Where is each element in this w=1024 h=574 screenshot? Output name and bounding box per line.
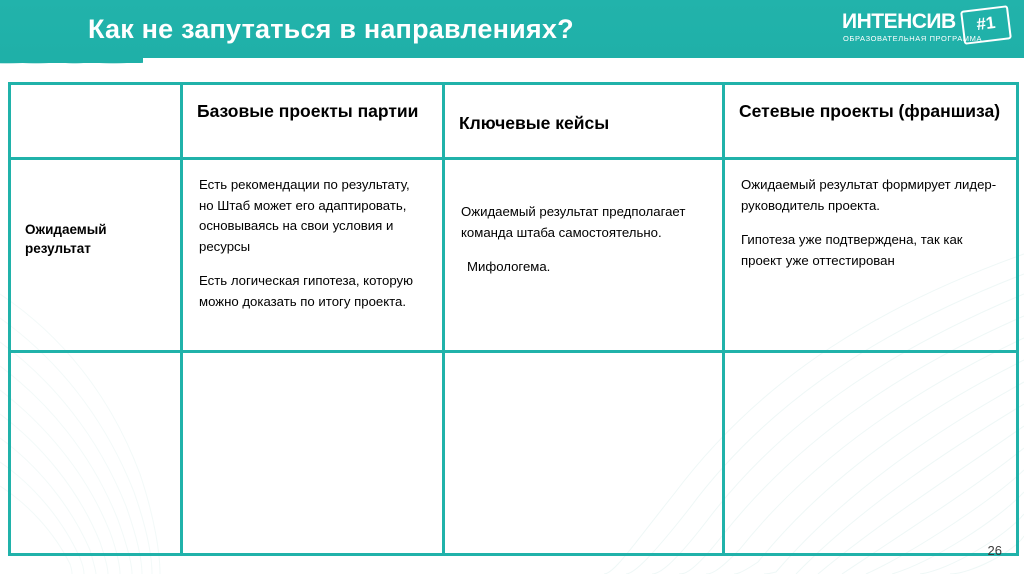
column-header-network-projects: Сетевые проекты (франшиза) xyxy=(739,101,1001,121)
cell-paragraph: Ожидаемый результат формирует лидер-руководитель проекта. xyxy=(741,177,997,213)
brand-logo xyxy=(842,8,1010,50)
cell-paragraph: Есть логическая гипотеза, которую можно доказать по итогу проекта. xyxy=(199,273,414,309)
cell-text-base-projects xyxy=(183,160,442,312)
row-label-cell-empty xyxy=(10,352,182,555)
slide-header-band xyxy=(0,0,1024,58)
cell-paragraph: Есть рекомендации по результату, но Штаб может его адаптировать, основываясь на свои условия и ресурсы xyxy=(199,177,410,254)
page-number: 26 xyxy=(987,543,1002,558)
table-cell-base-projects-expected-result xyxy=(182,159,444,352)
row-label-expected-result: Ожидаемый результат xyxy=(25,222,107,256)
cell-paragraph: Ожидаемый результат предполагает команда штаба самостоятельно. xyxy=(461,204,686,240)
column-header-key-cases: Ключевые кейсы xyxy=(459,113,610,133)
logo-tagline: ОБРАЗОВАТЕЛЬНАЯ ПРОГРАММА xyxy=(843,34,983,43)
cell-paragraph: Мифологема. xyxy=(467,259,551,274)
logo-badge-label: #1 xyxy=(975,12,997,35)
table-row xyxy=(10,352,1018,555)
table-corner-label xyxy=(11,85,180,99)
table-header-row xyxy=(10,84,1018,159)
cell-text-empty-cases xyxy=(445,353,722,367)
cell-text-empty-network xyxy=(725,353,1016,367)
table-cell-key-cases-empty xyxy=(444,352,724,555)
cell-text-network-projects xyxy=(725,160,1016,271)
cell-paragraph: Гипотеза уже подтверждена, так как проект уже оттестирован xyxy=(741,232,963,268)
table-header-cell-key-cases xyxy=(444,84,724,159)
row-label-cell-expected-result xyxy=(10,159,182,352)
table-header-cell-base-projects xyxy=(182,84,444,159)
table-corner-cell xyxy=(10,84,182,159)
column-header-base-projects: Базовые проекты партии xyxy=(197,101,419,121)
table-cell-key-cases-expected-result xyxy=(444,159,724,352)
table-cell-network-projects-empty xyxy=(724,352,1018,555)
table-cell-base-projects-empty xyxy=(182,352,444,555)
table-row xyxy=(10,159,1018,352)
logo-wordmark: ИНТЕНСИВ xyxy=(842,10,956,33)
comparison-table xyxy=(8,82,1019,556)
cell-text-key-cases xyxy=(445,160,722,278)
row-label-empty xyxy=(11,353,180,413)
cell-text-empty-base xyxy=(183,353,442,367)
page-title: Как не запутаться в направлениях? xyxy=(88,14,574,44)
table-cell-network-projects-expected-result xyxy=(724,159,1018,352)
logo-badge xyxy=(960,5,1012,45)
table-header-cell-network-projects xyxy=(724,84,1018,159)
